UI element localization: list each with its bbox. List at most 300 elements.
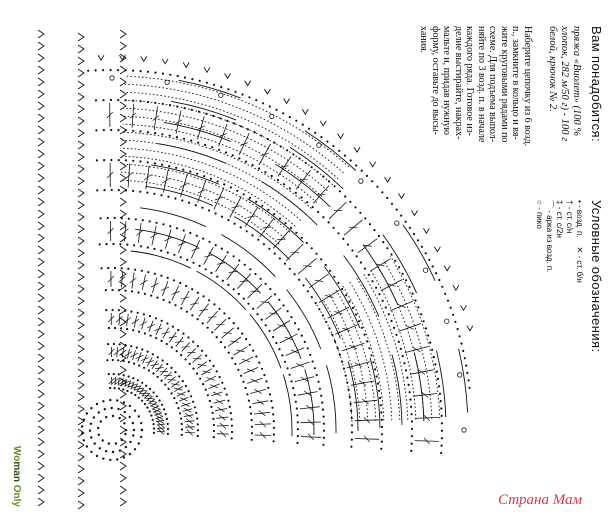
stitch-crossbar — [349, 227, 357, 228]
chain-dot — [149, 388, 151, 390]
chain-dot — [166, 343, 168, 345]
chain-dot — [169, 301, 171, 303]
chain-dot — [166, 418, 168, 420]
chain-dot — [132, 329, 134, 331]
chain-dot — [295, 232, 297, 234]
chain-dot — [194, 406, 196, 408]
chain-dot — [195, 412, 197, 414]
chain-dot — [210, 178, 212, 180]
chain-dot — [368, 347, 370, 349]
chain-dot — [297, 428, 299, 430]
chain-dot — [150, 295, 152, 297]
chain-dot — [403, 362, 405, 364]
chain-dot — [115, 442, 117, 444]
chain-dot — [226, 394, 228, 396]
picot-edge — [78, 105, 84, 113]
chain-dot — [301, 237, 303, 239]
brand-logo — [11, 446, 22, 507]
chain-dot — [254, 273, 256, 275]
chain-arch — [234, 217, 289, 260]
chain-dot — [147, 71, 149, 73]
chain-dot — [369, 223, 371, 225]
stitch-crossbar — [145, 398, 154, 399]
chain-dot — [160, 275, 162, 277]
chain-dot — [176, 136, 178, 138]
chain-dot — [248, 400, 250, 402]
chain-dot — [123, 456, 125, 458]
chain-dot — [361, 170, 363, 172]
chain-dot — [417, 239, 419, 241]
chain-dot — [110, 159, 112, 161]
chain-dot — [108, 442, 110, 444]
chain-dot — [218, 149, 220, 151]
chain-dot — [168, 388, 170, 390]
chain-dot — [131, 290, 133, 292]
chain-dot — [113, 373, 115, 375]
picot-edge — [284, 99, 290, 104]
materials-line: хлопок, 282 м/50 г) - 100 г — [559, 26, 570, 142]
chain-dot — [405, 221, 407, 223]
chain-arch — [283, 374, 292, 436]
chain-dot — [128, 361, 130, 363]
chain-arch — [124, 100, 333, 185]
chain-dot — [216, 370, 218, 372]
chain-dot — [290, 316, 292, 318]
chain-dot — [351, 439, 353, 441]
picot-edge — [120, 258, 126, 266]
picot-edge — [78, 345, 84, 353]
chain-dot — [100, 217, 102, 219]
chain-dot — [233, 322, 235, 324]
picot-loop — [317, 143, 321, 147]
chain-dot — [468, 379, 470, 381]
picot-edge — [38, 126, 44, 134]
chain-dot — [302, 124, 304, 126]
picot-edge — [38, 186, 44, 194]
picot-edge — [120, 486, 126, 494]
chain-dot — [165, 413, 167, 415]
chain-dot — [132, 190, 134, 192]
chain-dot — [166, 322, 168, 324]
chain-dot — [323, 423, 325, 425]
picot-edge — [38, 462, 44, 470]
chain-dot — [163, 408, 165, 410]
chain-dot — [246, 230, 248, 232]
chain-dot — [249, 406, 251, 408]
picot-edge — [38, 366, 44, 374]
chain-dot — [411, 435, 413, 437]
chain-dot — [354, 206, 356, 208]
chain-dot — [406, 377, 408, 379]
chain-dot — [164, 384, 166, 386]
chain-dot — [140, 245, 142, 247]
chain-dot — [185, 285, 187, 287]
chain-dot — [317, 211, 319, 213]
instruction-line: делие выстирайте, накрах- — [453, 26, 464, 140]
picot-edge — [120, 150, 126, 158]
chain-dot — [120, 327, 122, 329]
chain-dot — [378, 235, 380, 237]
chain-dot — [460, 343, 462, 345]
chain-dot — [97, 427, 99, 429]
picot-edge — [38, 90, 44, 98]
chain-dot — [341, 288, 343, 290]
chain-dot — [87, 70, 89, 72]
chain-dot — [199, 378, 201, 380]
picot-edge — [399, 193, 405, 198]
chain-dot — [221, 216, 223, 218]
chain-arch — [157, 144, 225, 164]
chain-dot — [431, 349, 433, 351]
chain-dot — [298, 279, 300, 281]
stitch-crossbar — [240, 281, 249, 282]
chain-dot — [167, 196, 169, 198]
picot-edge — [38, 42, 44, 50]
chain-dot — [441, 445, 443, 447]
picot-loop — [458, 373, 462, 377]
chain-dot — [450, 307, 452, 309]
chain-dot — [405, 279, 407, 281]
chain-dot — [306, 201, 308, 203]
chain-dot — [274, 293, 276, 295]
chain-dot — [107, 343, 109, 345]
picot-edge — [38, 198, 44, 206]
chain-dot — [319, 388, 321, 390]
chain-dot — [180, 418, 182, 420]
picot-edge — [320, 121, 326, 126]
picot-edge — [78, 225, 84, 233]
chain-dot — [205, 355, 207, 357]
chain-dot — [379, 397, 381, 399]
picot-edge — [38, 282, 44, 290]
chain-dot — [169, 74, 171, 76]
stitch-crossbar — [174, 388, 182, 390]
legend-list — [534, 200, 584, 283]
chain-dot — [276, 109, 278, 111]
chain-arch — [124, 84, 343, 173]
chain-dot — [337, 232, 339, 234]
chain-dot — [216, 336, 218, 338]
chain-arch — [221, 235, 275, 277]
chain-dot — [229, 406, 231, 408]
stitch-crossbar — [223, 333, 232, 334]
chain-dot — [99, 243, 101, 245]
chain-dot — [395, 334, 397, 336]
picot-edge — [78, 249, 84, 257]
chain-dot — [196, 418, 198, 420]
chain-dot — [112, 359, 114, 361]
chain-dot — [105, 450, 107, 452]
picot-loop — [462, 428, 466, 432]
picot-edge — [78, 213, 84, 221]
brand-sub: Only — [11, 484, 22, 507]
chain-dot — [174, 304, 176, 306]
chain-dot — [96, 159, 98, 161]
chain-dot — [182, 169, 184, 171]
picot-loop — [445, 319, 449, 323]
chain-arch — [209, 253, 261, 294]
legend-label: - ст. с/н — [565, 206, 574, 234]
chain-dot — [111, 189, 113, 191]
chain-dot — [213, 424, 215, 426]
picot-edge — [354, 147, 360, 152]
chain-dot — [284, 361, 286, 363]
chain-dot — [439, 393, 441, 395]
legend-label: - арка из возд. п. — [545, 210, 554, 273]
chain-dot — [322, 444, 324, 446]
chain-dot — [179, 412, 181, 414]
chain-dot — [398, 266, 400, 268]
chain-dot — [81, 425, 83, 427]
chain-dot — [295, 120, 297, 122]
picot-edge — [338, 134, 344, 139]
chain-dot — [224, 388, 226, 390]
chain-dot — [376, 375, 378, 377]
chain-dot — [94, 442, 96, 444]
chain-dot — [408, 384, 410, 386]
chain-dot — [234, 223, 236, 225]
chain-dot — [314, 132, 316, 134]
legend-item — [554, 200, 564, 283]
chain-dot — [289, 187, 291, 189]
chain-dot — [289, 116, 291, 118]
chain-dot — [271, 175, 273, 177]
picot-edge — [120, 330, 126, 338]
chain-dot — [117, 408, 119, 410]
picot-edge — [38, 102, 44, 110]
chain-dot — [320, 395, 322, 397]
chain-dot — [197, 318, 199, 320]
chain-dot — [435, 272, 437, 274]
chain-dot — [454, 321, 456, 323]
chain-dot — [150, 414, 152, 416]
chain-dot — [180, 307, 182, 309]
chain-dot — [145, 385, 147, 387]
instruction-line: п., замкните в кольцо и вя- — [510, 26, 522, 140]
chain-dot — [114, 267, 116, 269]
chain-dot — [132, 434, 134, 436]
chain-dot — [329, 270, 331, 272]
chain-dot — [411, 413, 413, 415]
chain-dot — [273, 427, 275, 429]
chain-dot — [180, 354, 182, 356]
chain-dot — [268, 330, 270, 332]
chain-dot — [129, 416, 131, 418]
picot-edge — [120, 282, 126, 290]
legend-item — [534, 200, 544, 283]
chain-dot — [135, 218, 137, 220]
chain-dot — [278, 348, 280, 350]
chain-dot — [328, 221, 330, 223]
chain-dot — [139, 191, 141, 193]
stitch-crossbar — [242, 359, 250, 362]
chain-dot — [352, 307, 354, 309]
chain-dot — [147, 271, 149, 273]
chain-dot — [155, 317, 157, 319]
chain-dot — [174, 371, 176, 373]
picot-edge — [78, 369, 84, 377]
chain-dot — [211, 331, 213, 333]
chain-dot — [332, 145, 334, 147]
chain-dot — [209, 400, 211, 402]
chain-dot — [317, 381, 319, 383]
chain-dot — [159, 399, 161, 401]
chain-dot — [304, 341, 306, 343]
chain-dot — [255, 201, 257, 203]
chain-dot — [350, 446, 352, 448]
picot-edge — [38, 498, 44, 506]
chain-dot — [111, 289, 113, 291]
chain-dot — [429, 342, 431, 344]
chain-dot — [283, 183, 285, 185]
chain-arch — [436, 350, 445, 417]
chain-dot — [213, 436, 215, 438]
chain-dot — [122, 388, 124, 390]
chain-dot — [126, 328, 128, 330]
chain-dot — [251, 234, 253, 236]
chain-dot — [149, 315, 151, 317]
picot-edge — [120, 414, 126, 422]
chain-dot — [294, 273, 296, 275]
picot-edge — [120, 462, 126, 470]
picot-edge — [38, 66, 44, 74]
chain-dot — [188, 202, 190, 204]
picot-edge — [412, 211, 418, 216]
chain-dot — [123, 401, 125, 403]
chain-dot — [106, 243, 108, 245]
chain-dot — [147, 351, 149, 353]
chain-dot — [374, 368, 376, 370]
chain-dot — [297, 435, 299, 437]
chain-dot — [267, 209, 269, 211]
legend-label: - пико — [535, 207, 544, 229]
picot-edge — [78, 333, 84, 341]
stitch-crossbar — [207, 378, 215, 381]
chain-dot — [400, 348, 402, 350]
chain-dot — [355, 313, 357, 315]
chain-dot — [162, 73, 164, 75]
chain-dot — [96, 403, 98, 405]
chain-dot — [311, 296, 313, 298]
instruction-line: жите круговыми рядами по — [499, 26, 510, 143]
chain-dot — [301, 335, 303, 337]
chain-arch — [179, 80, 241, 98]
chain-dot — [382, 300, 384, 302]
chain-dot — [181, 434, 183, 436]
chain-dot — [286, 367, 288, 369]
chain-dot — [273, 420, 275, 422]
chain-dot — [149, 410, 151, 412]
picot-edge — [78, 117, 84, 125]
chain-dot — [269, 393, 271, 395]
chain-dot — [275, 342, 277, 344]
picot-edge — [120, 174, 126, 182]
chain-arch — [290, 147, 343, 189]
stitch-crossbar — [215, 197, 223, 200]
chain-dot — [142, 219, 144, 221]
stitch-crossbar — [193, 358, 202, 359]
watermark: Страна Мам — [498, 492, 583, 508]
chain-dot — [231, 357, 233, 359]
chain-dot — [132, 70, 134, 72]
chain-dot — [152, 372, 154, 374]
chain-dot — [359, 212, 361, 214]
chain-dot — [197, 292, 199, 294]
chain-dot — [161, 380, 163, 382]
chain-dot — [255, 99, 257, 101]
chain-dot — [112, 451, 114, 453]
chain-dot — [402, 273, 404, 275]
chain-dot — [378, 390, 380, 392]
chain-dot — [272, 413, 274, 415]
chain-dot — [240, 375, 242, 377]
chain-dot — [322, 409, 324, 411]
chain-dot — [190, 395, 192, 397]
chain-dot — [162, 359, 164, 361]
instruction-line: хания. — [418, 26, 430, 54]
chain-dot — [237, 369, 239, 371]
chain-dot — [154, 162, 156, 164]
chain-dot — [381, 426, 383, 428]
chain-dot — [238, 259, 240, 261]
picot-edge — [38, 342, 44, 350]
chain-dot — [141, 400, 143, 402]
picot-edge — [78, 357, 84, 365]
picot-edge — [120, 198, 126, 206]
chain-dot — [284, 222, 286, 224]
chain-dot — [277, 179, 279, 181]
chain-dot — [307, 290, 309, 292]
chain-dot — [171, 392, 173, 394]
stitch-crossbar — [168, 380, 177, 381]
picot-edge — [120, 294, 126, 302]
chain-arch — [392, 355, 402, 425]
chain-dot — [154, 72, 156, 74]
chain-dot — [333, 276, 335, 278]
stitch-crossbar — [355, 363, 362, 367]
chain-dot — [344, 195, 346, 197]
picot-edge — [38, 450, 44, 458]
materials-block — [546, 26, 582, 141]
chain-dot — [337, 282, 339, 284]
picot-edge — [370, 162, 376, 167]
chain-dot — [296, 407, 298, 409]
chain-dot — [308, 128, 310, 130]
chain-dot — [117, 99, 119, 101]
picot-loop — [165, 80, 169, 84]
stitch-crossbar — [147, 324, 155, 328]
instructions-block — [418, 26, 533, 146]
chain-dot — [227, 284, 229, 286]
chain-dot — [175, 167, 177, 169]
chain-arch — [370, 269, 416, 420]
chain-dot — [411, 443, 413, 445]
chain-dot — [243, 193, 245, 195]
chain-dot — [370, 354, 372, 356]
chain-dot — [191, 314, 193, 316]
chain-dot — [438, 279, 440, 281]
chain-dot — [176, 227, 178, 229]
chain-dot — [123, 422, 125, 424]
picot-edge — [120, 474, 126, 482]
chain-dot — [411, 428, 413, 430]
chain-dot — [233, 255, 235, 257]
instruction-line: Наберите цепочку из 6 возд. — [522, 26, 533, 147]
chain-dot — [189, 363, 191, 365]
chain-dot — [309, 354, 311, 356]
chain-dot — [125, 446, 127, 448]
chain-dot — [312, 206, 314, 208]
